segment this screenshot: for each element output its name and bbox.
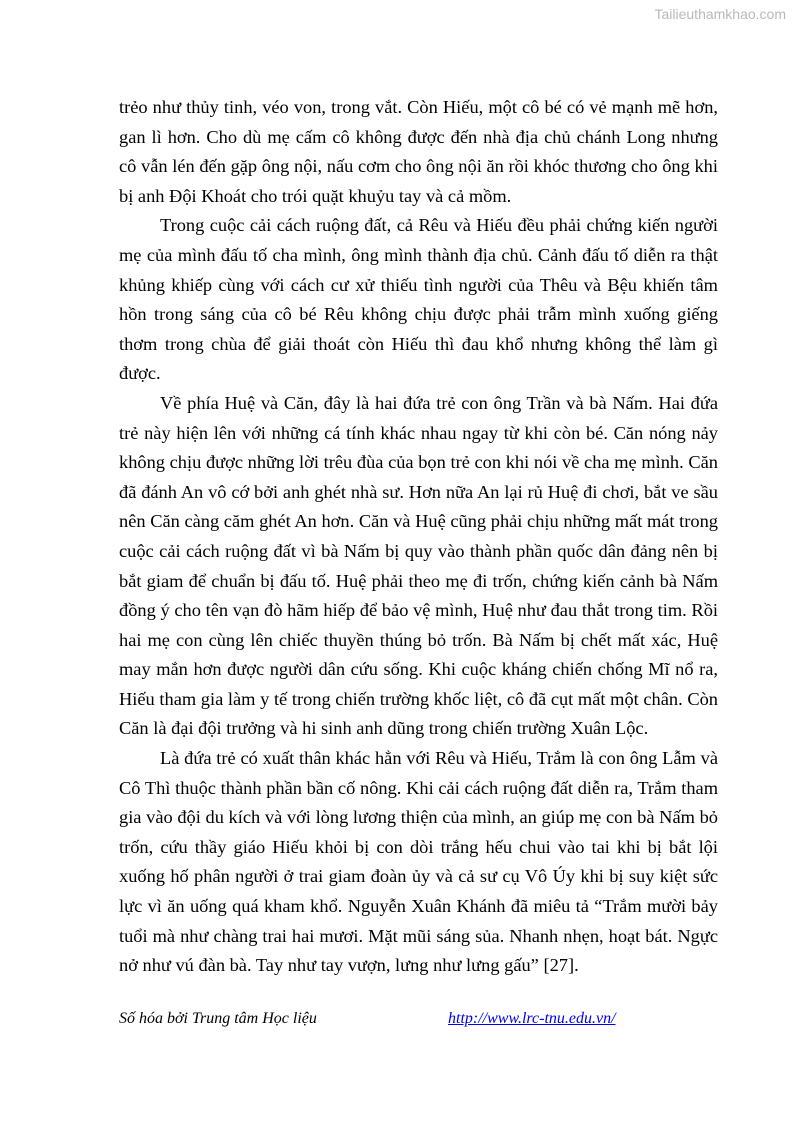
page-footer [119,1010,718,1034]
footer-digitization-credit: Số hóa bởi Trung tâm Học liệu [119,1010,317,1027]
footer-link[interactable]: http://www.lrc-tnu.edu.vn/ [448,1010,616,1027]
paragraph-reu-hieu-land-reform: Trong cuộc cải cách ruộng đất, cả Rêu và Hiếu đều phải chứng kiến người mẹ của mình đấu tố cha mình, ông mình thành địa chủ. Cảnh đấu tố diễn ra thật khủng khiếp cùng với cách cư xử thiếu tình người của Thêu và Bệu khiến tâm hồn trong sáng của cô bé Rêu không chịu được phải trẫm mình xuống giếng thơm trong chùa để giải thoát còn Hiếu thì đau khổ nhưng không thể làm gì được. [119,215,718,384]
document-body [119,93,718,981]
site-watermark: Tailieuthamkhao.com [654,6,786,22]
paragraph-continued: trẻo như thủy tinh, véo von, trong vắt. Còn Hiếu, một cô bé có vẻ mạnh mẽ hơn, gan lì hơn. Cho dù mẹ cấm cô không được đến nhà địa chủ chánh Long nhưng cô vẫn lén đến gặp ông nội, nấu cơm cho ông nội ăn rồi khóc thương cho ông khi bị anh Đội Khoát cho trói quặt khuỷu tay và cả mồm. [119,97,718,206]
paragraph-hue-can: Về phía Huệ và Căn, đây là hai đứa trẻ con ông Trần và bà Nấm. Hai đứa trẻ này hiện lên với những cá tính khác nhau ngay từ khi còn bé. Căn nóng nảy không chịu được những lời trêu đùa của bọn trẻ con khi nói về cha mẹ mình. Căn đã đánh An vô cớ bởi anh ghét nhà sư. Hơn nữa An lại rủ Huệ đi chơi, bắt ve sầu nên Căn càng căm ghét An hơn. Căn và Huệ cũng phải chịu những mất mát trong cuộc cải cách ruộng đất vì bà Nấm bị quy vào thành phần quốc dân đảng nên bị bắt giam để chuẩn bị đấu tố. Huệ phải theo mẹ đi trốn, chứng kiến cảnh bà Nấm đồng ý cho tên vạn đò hãm hiếp để bảo vệ mình, Huệ như đau thắt trong tim. Rồi hai mẹ con cùng lên chiếc thuyền thúng bỏ trốn. Bà Nấm bị chết mất xác, Huệ may mắn hơn được người dân cứu sống. Khi cuộc kháng chiến chống Mĩ nổ ra, Hiếu tham gia làm y tế trong chiến trường khốc liệt, cô đã cụt mất một chân. Còn Căn là đại đội trưởng và hi sinh anh dũng trong chiến trường Xuân Lộc. [119,392,718,739]
paragraph-tram: Là đứa trẻ có xuất thân khác hẳn với Rêu và Hiếu, Trắm là con ông Lẫm và Cô Thì thuộc thành phần bần cố nông. Khi cải cách ruộng đất diễn ra, Trắm tham gia vào đội du kích và với lòng lương thiện của mình, an giúp mẹ con bà Nấm bỏ trốn, cứu thầy giáo Hiếu khỏi bị con dòi trắng hếu chui vào tai khi bị bắt lội xuống hố phân người ở trai giam đoàn ủy và cả sư cụ Vô Úy khi bị suy kiệt sức lực vì ăn uống quá kham khổ. Nguyễn Xuân Khánh đã miêu tả “Trắm mười bảy tuổi mà như chàng trai hai mươi. Mặt mũi sáng sủa. Nhanh nhẹn, hoạt bát. Ngực nở như vú đàn bà. Tay như tay vượn, lưng như lưng gấu” [27]. [119,748,718,976]
